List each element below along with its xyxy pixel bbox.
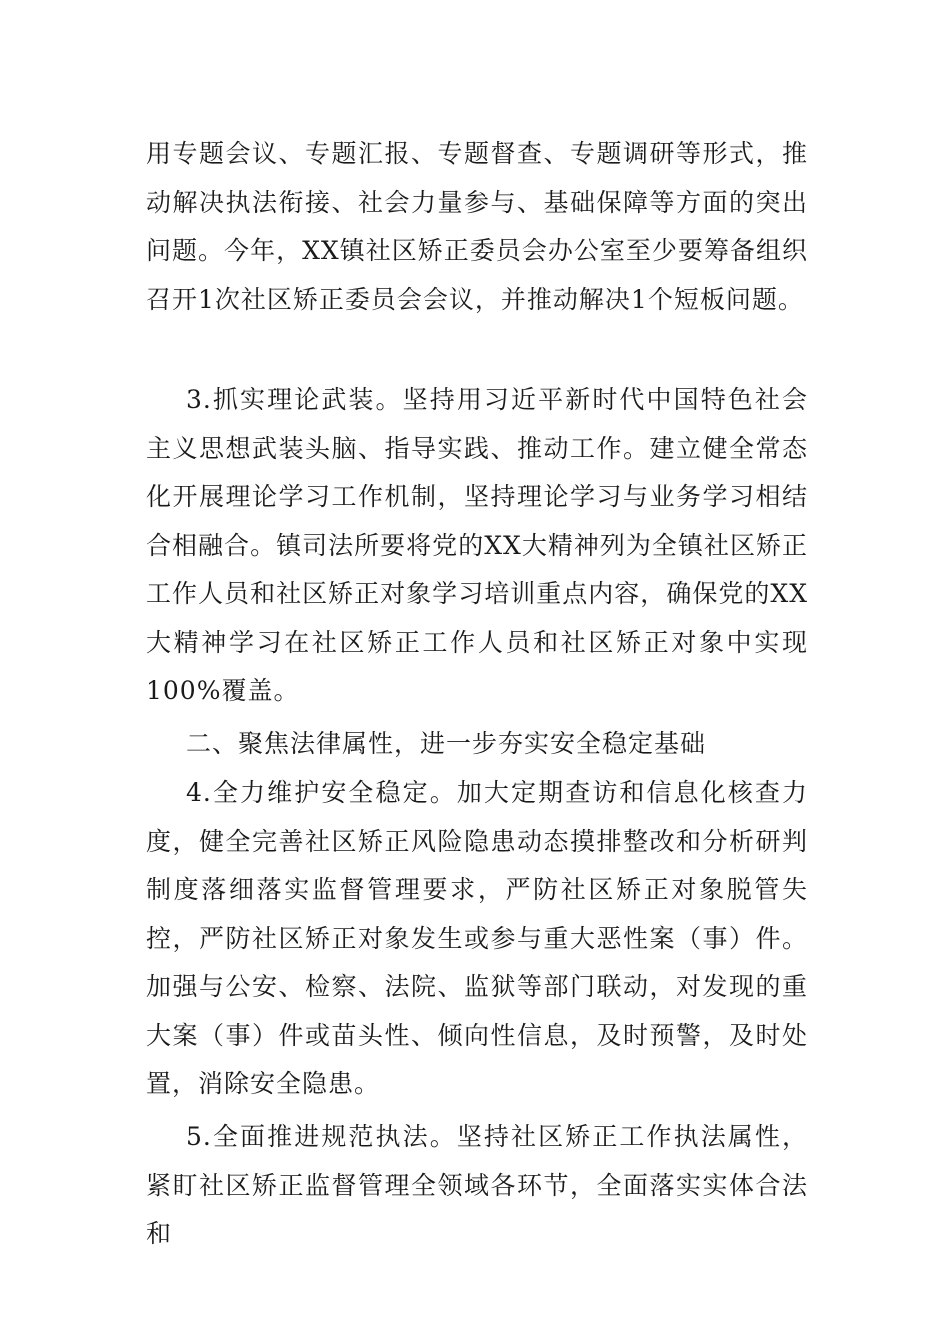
paragraph-safety-stability: 4.全力维护安全稳定。加大定期查访和信息化核查力度，健全完善社区矫正风险隐患动态摸排整改和分析研判制度落细落实监督管理要求，严防社区矫正对象脱管失控，严防社区矫正对象发生或参与重大恶性案（事）件。加强与公安、检察、法院、监狱等部门联动，对发现的重大案（事）件或苗头性、倾向性信息，及时预警，及时处置，消除安全隐患。 (146, 778, 808, 1098)
paragraph-continuation: 用专题会议、专题汇报、专题督查、专题调研等形式，推动解决执法衔接、社会力量参与、基础保障等方面的突出问题。今年，XX镇社区矫正委员会办公室至少要筹备组织召开1次社区矫正委员会会议，并推动解决1个短板问题。 (146, 139, 808, 314)
section-heading: 二、聚焦法律属性，进一步夯实安全稳定基础 (186, 729, 707, 758)
paragraph-theory-study: 3.抓实理论武装。坚持用习近平新时代中国特色社会主义思想武装头脑、指导实践、推动工作。建立健全常态化开展理论学习工作机制，坚持理论学习与业务学习相结合相融合。镇司法所要将党的XX大精神列为全镇社区矫正工作人员和社区矫正对象学习培训重点内容，确保党的XX大精神学习在社区矫正工作人员和社区矫正对象中实现100%覆盖。 (146, 385, 808, 705)
paragraph-law-enforcement: 5.全面推进规范执法。坚持社区矫正工作执法属性，紧盯社区矫正监督管理全领域各环节，全面落实实体合法和 (146, 1122, 808, 1248)
